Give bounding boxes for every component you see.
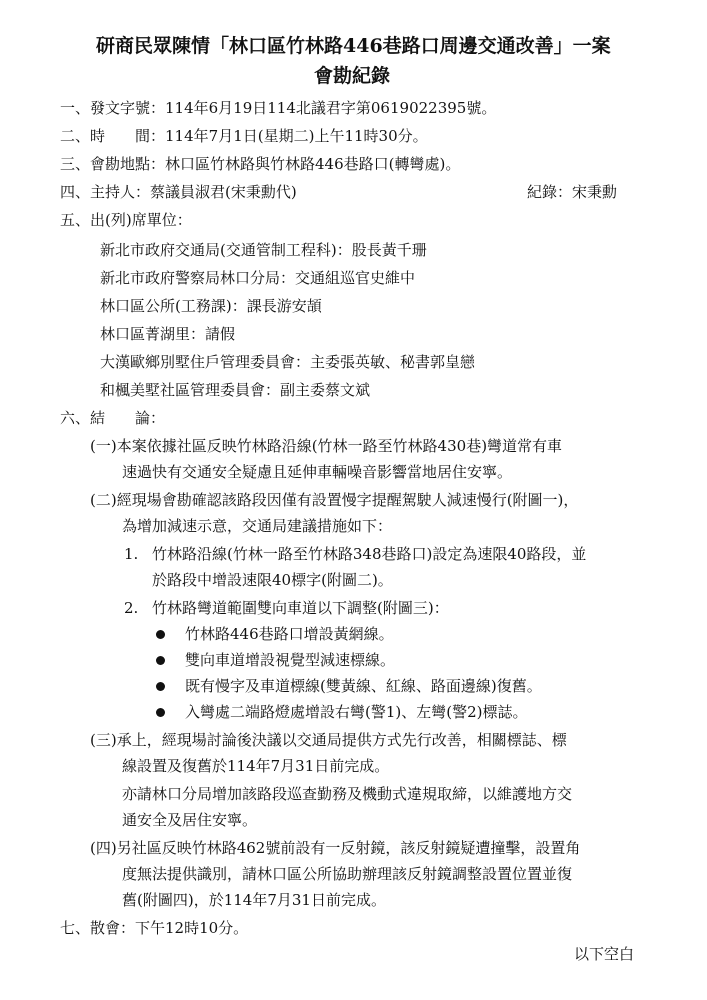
conclusion-paragraph-4-cont: 度無法提供識別，請林口區公所協助辦理該反射鏡調整設置位置並復 [122,865,573,883]
measure-2-bullet: 入彎處二端路燈處增設右彎(警1)、左彎(警2)標誌。 [185,703,528,721]
item-time [60,126,428,146]
conclusion-paragraph-1-cont: 速過快有交通安全疑慮且延伸車輛噪音影響當地居住安寧。 [122,463,513,481]
measure-2: 竹林路彎道範圍雙向車道以下調整(附圖三)： [152,599,449,617]
attendee-line: 新北市政府交通局(交通管制工程科)：股長黃千珊 [100,241,427,259]
conclusion-paragraph-4-cont: 舊(附圖四)，於114年7月31日前完成。 [122,891,386,909]
measure-2-bullet: 竹林路446巷路口增設黃網線。 [185,625,394,643]
attendee-line: 新北市政府警察局林口分局：交通組巡官史維中 [100,269,416,287]
item-time-value: 114年7月1日(星期二)上午11時30分。 [165,127,428,145]
attendee-line: 和楓美墅社區管理委員會：副主委蔡文斌 [100,381,371,399]
item-recorder: 紀錄：宋秉勳 [527,183,618,201]
measure-2-bullet: 既有慢字及車道標線(雙黃線、紅線、路面邊線)復舊。 [185,677,542,695]
measure-1: 竹林路沿線(竹林一路至竹林路348巷路口)設定為速限40路段，並 [152,545,587,563]
conclusion-paragraph-4: (四)另社區反映竹林路462號前設有一反射鏡，該反射鏡疑遭撞擊，設置角 [90,839,581,857]
item-host: 四、主持人：蔡議員淑君(宋秉勳代) [60,183,297,201]
bullet-icon [156,656,165,665]
item-time-label: 二、時 間： [60,127,166,145]
conclusion-paragraph-2-cont: 為增加減速示意，交通局建議措施如下： [122,517,393,535]
attendee-line: 林口區菁湖里：請假 [100,325,236,343]
conclusion-paragraph-2: (二)經現場會勘確認該路段因僅有設置慢字提醒駕駛人減速慢行(附圖一)， [90,491,579,509]
item-adjourn: 七、散會：下午12時10分。 [60,919,249,937]
document-subtitle: 會勘紀錄 [314,65,391,87]
conclusion-paragraph-3-cont: 通安全及居住安寧。 [122,811,258,829]
item-attendees-heading: 五、出(列)席單位： [60,211,192,229]
measure-number: 2. [124,599,139,617]
conclusion-heading: 六、結 論： [60,409,166,427]
document-title: 研商民眾陳情「林口區竹林路446巷路口周邊交通改善」一案 [96,35,611,57]
conclusion-paragraph-3: (三)承上，經現場討論後決議以交通局提供方式先行改善，相關標誌、標 [90,731,567,749]
attendee-line: 大漢歐鄉別墅住戶管理委員會：主委張英敏、秘書郭皇戀 [100,353,476,371]
item-location: 三、會勘地點：林口區竹林路與竹林路446巷路口(轉彎處)。 [60,155,461,173]
measure-2-bullet: 雙向車道增設視覺型減速標線。 [185,651,396,669]
attendee-line: 林口區公所(工務課)：課長游安頡 [100,297,322,315]
bullet-icon [156,630,165,639]
bullet-icon [156,682,165,691]
item-document-number: 一、發文字號：114年6月19日114北議君字第0619022395號。 [60,99,497,117]
conclusion-paragraph-3-cont: 線設置及復舊於114年7月31日前完成。 [122,757,390,775]
measure-1-cont: 於路段中增設速限40標字(附圖二)。 [152,571,393,589]
conclusion-paragraph-1: (一)本案依據社區反映竹林路沿線(竹林一路至竹林路430巷)彎道常有車 [90,437,563,455]
measure-number: 1. [124,545,139,563]
blank-below-note: 以下空白 [574,945,635,963]
bullet-icon [156,708,165,717]
conclusion-paragraph-3-cont: 亦請林口分局增加該路段巡查勤務及機動式違規取締，以維護地方交 [122,785,573,803]
